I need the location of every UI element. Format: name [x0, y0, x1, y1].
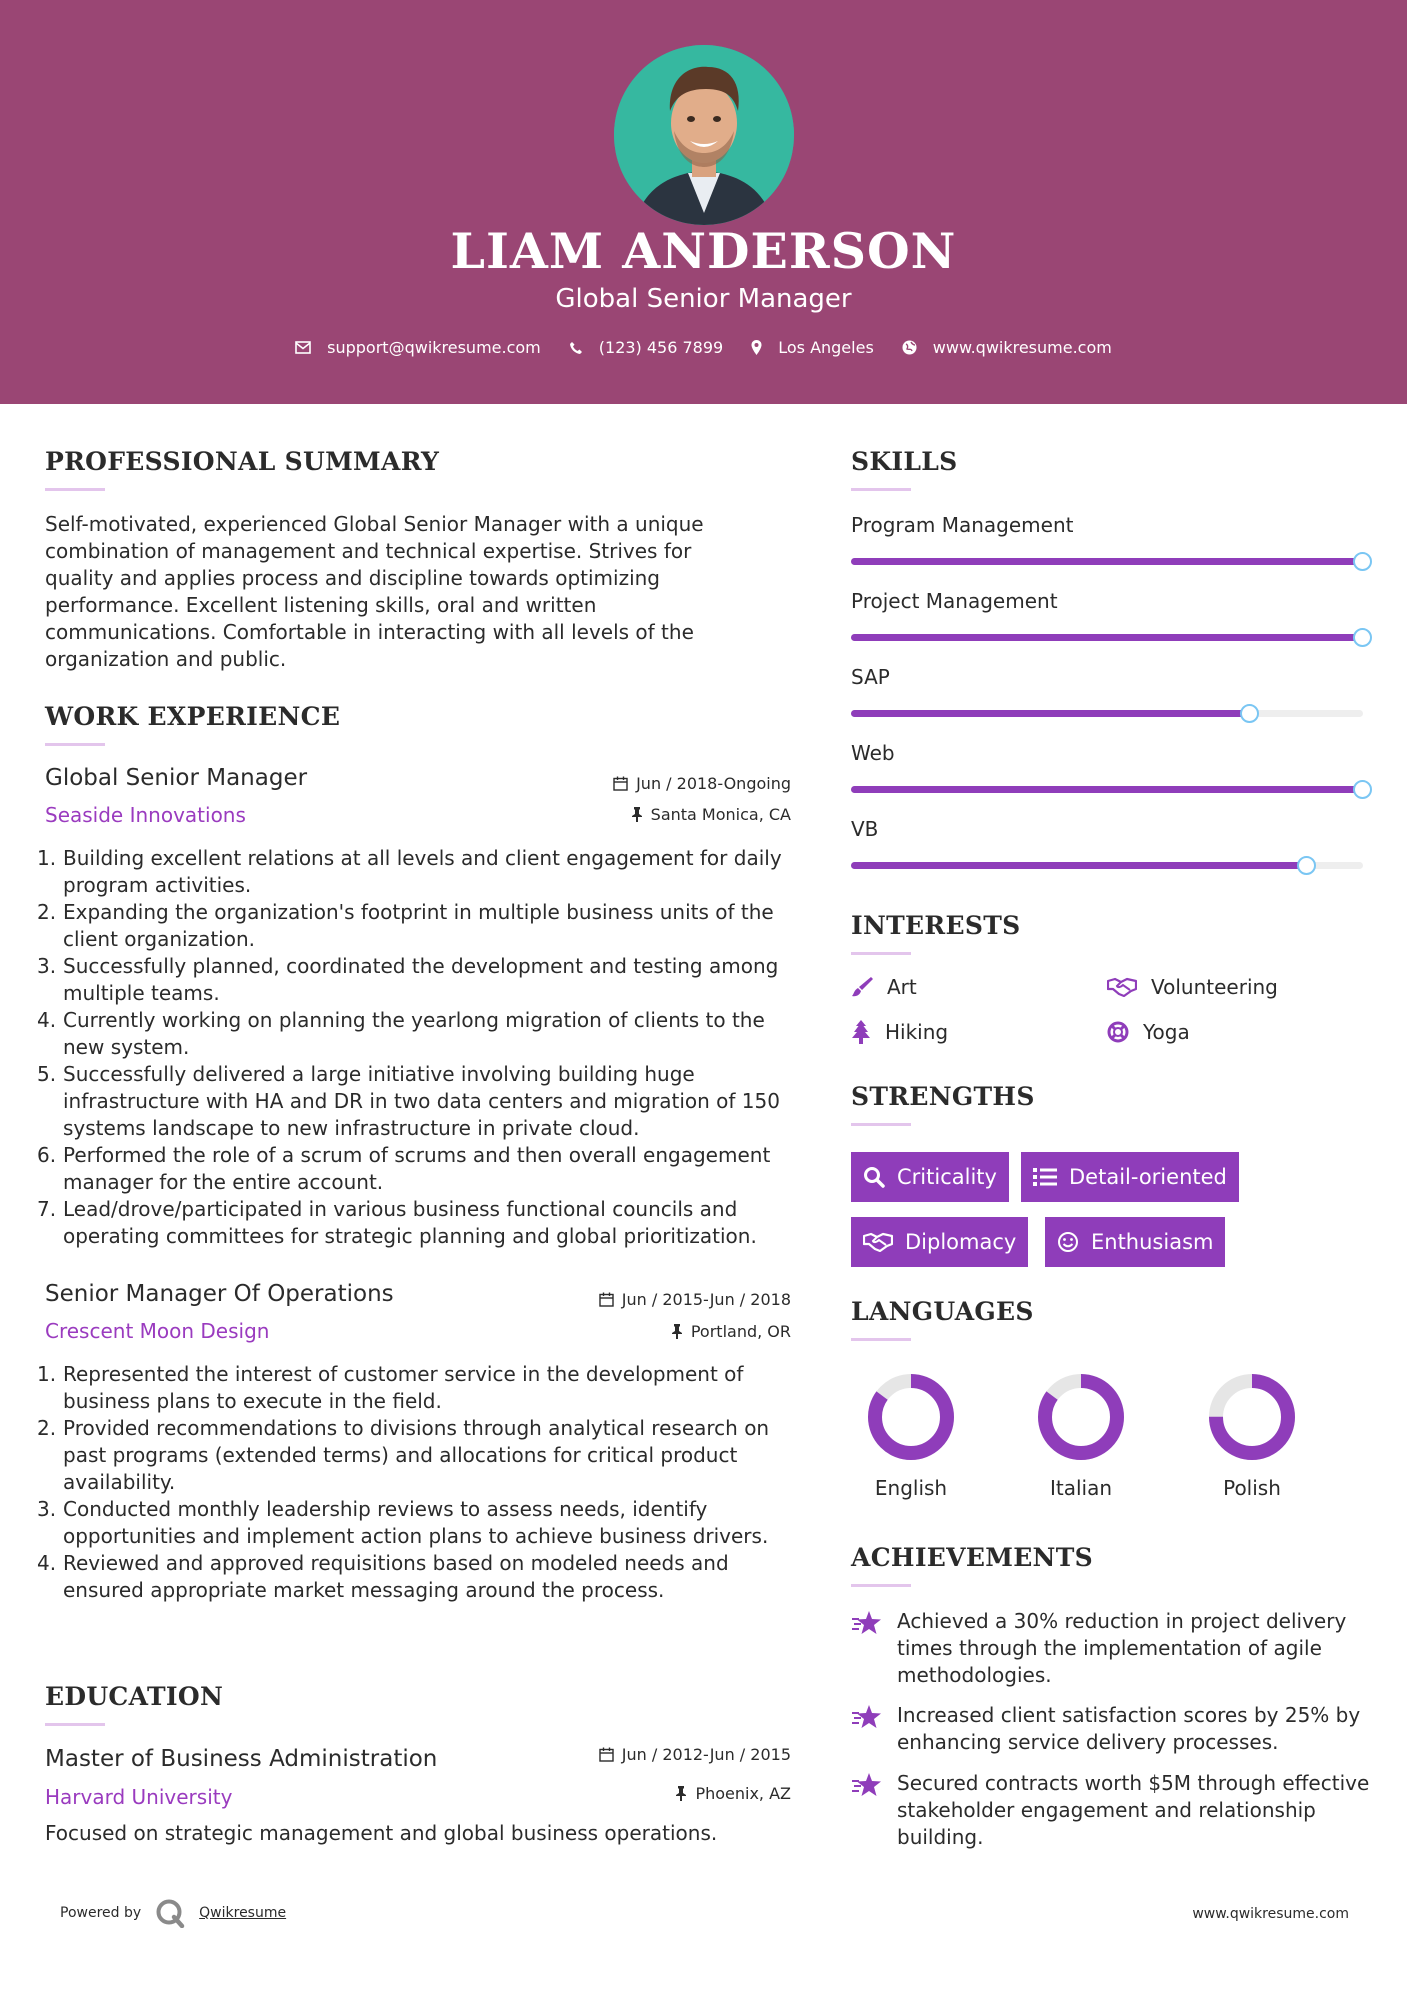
location-text: Los Angeles — [778, 338, 874, 357]
list-item-number: 3. — [37, 1497, 57, 1521]
job-location-text: Portland, OR — [690, 1322, 791, 1341]
contact-bar — [0, 338, 1407, 357]
pushpin-icon — [675, 1786, 687, 1801]
language-proficiency-ring — [1207, 1372, 1297, 1462]
achievements-heading: ACHIEVEMENTS — [851, 1543, 1093, 1572]
handshake-icon — [863, 1232, 893, 1252]
interests-divider — [851, 952, 911, 955]
list-item — [37, 899, 800, 953]
skill-bar-fill — [851, 786, 1363, 793]
skill-level-knob — [1353, 780, 1372, 799]
summary-divider — [45, 488, 105, 491]
skill-bar — [851, 786, 1363, 793]
contact-location — [751, 338, 874, 357]
list-item — [37, 1007, 800, 1061]
strength-badge-detail-oriented — [1021, 1152, 1239, 1202]
achievement-text: Increased client satisfaction scores by 25% by enhancing service delivery processes. — [897, 1703, 1361, 1754]
company-name: Seaside Innovations — [45, 803, 246, 827]
achievement-item — [851, 1608, 1371, 1689]
skill-label: Web — [851, 741, 895, 765]
candidate-name: LIAM ANDERSON — [450, 222, 957, 280]
brand-link[interactable]: Qwikresume — [199, 1905, 287, 1921]
candidate-title: Global Senior Manager — [555, 284, 852, 314]
strength-badge-enthusiasm — [1045, 1217, 1225, 1267]
contact-phone[interactable] — [569, 338, 723, 357]
skill-label: Project Management — [851, 589, 1058, 613]
list-item — [37, 845, 800, 899]
skills-heading: SKILLS — [851, 447, 958, 476]
achievements-divider — [851, 1584, 911, 1587]
skill-bar-fill — [851, 558, 1363, 565]
handshake-icon — [1107, 977, 1137, 997]
profile-photo — [614, 45, 794, 225]
interest-volunteering — [1107, 975, 1278, 999]
languages-heading: LANGUAGES — [851, 1297, 1034, 1326]
list-item — [37, 1142, 800, 1196]
interest-art — [851, 975, 917, 999]
skill-bar-fill — [851, 634, 1363, 641]
skill-label: VB — [851, 817, 879, 841]
tree-icon — [851, 1020, 871, 1044]
list-item-text: Reviewed and approved requisitions based on modeled needs and ensured appropriate market messaging around the process. — [63, 1551, 729, 1602]
strengths-divider — [851, 1123, 911, 1126]
skill-bar — [851, 710, 1363, 717]
list-item — [37, 953, 800, 1007]
job-responsibilities — [37, 845, 800, 1250]
skill-label: SAP — [851, 665, 890, 689]
job-dates — [531, 774, 791, 793]
list-item — [37, 1196, 800, 1250]
list-item-text: Performed the role of a scrum of scrums and then overall engagement manager for the entire account. — [63, 1143, 771, 1194]
contact-email[interactable] — [295, 338, 541, 357]
job-location — [531, 1322, 791, 1341]
phone-icon — [569, 341, 583, 355]
list-item-number: 4. — [37, 1551, 57, 1575]
list-item-number: 6. — [37, 1143, 57, 1167]
list-item — [37, 1496, 800, 1550]
strength-badge-diplomacy — [851, 1217, 1028, 1267]
skill-level-knob — [1297, 856, 1316, 875]
summary-heading: PROFESSIONAL SUMMARY — [45, 447, 440, 476]
skill-level-knob — [1353, 552, 1372, 571]
strength-label: Enthusiasm — [1091, 1230, 1214, 1254]
strength-label: Criticality — [897, 1165, 997, 1189]
skills-divider — [851, 488, 911, 491]
skill-label: Program Management — [851, 513, 1074, 537]
experience-divider — [45, 743, 105, 746]
job-location — [531, 805, 791, 824]
website-text: www.qwikresume.com — [932, 338, 1112, 357]
list-item-number: 2. — [37, 900, 57, 924]
resume-header — [0, 0, 1407, 404]
list-item-number: 7. — [37, 1197, 57, 1221]
map-marker-icon — [751, 340, 762, 355]
education-location — [531, 1784, 791, 1803]
language-proficiency-ring — [1036, 1372, 1126, 1462]
job-title: Senior Manager Of Operations — [45, 1281, 394, 1307]
degree-title: Master of Business Administration — [45, 1746, 438, 1772]
education-heading: EDUCATION — [45, 1682, 224, 1711]
list-item-number: 5. — [37, 1062, 57, 1086]
achievement-item — [851, 1702, 1371, 1756]
company-name: Crescent Moon Design — [45, 1319, 270, 1343]
list-item-number: 2. — [37, 1416, 57, 1440]
calendar-icon — [613, 776, 628, 791]
interest-label: Volunteering — [1151, 975, 1278, 999]
powered-by-text: Powered by — [60, 1905, 142, 1921]
list-item-text: Building excellent relations at all levels and client engagement for daily program activities. — [63, 846, 782, 897]
list-item-text: Lead/drove/participated in various business functional councils and operating committees for strategic planning and global prioritization. — [63, 1197, 757, 1248]
footer-powered-by — [60, 1898, 286, 1928]
education-dates-text: Jun / 2012-Jun / 2015 — [621, 1745, 791, 1764]
pushpin-icon — [631, 807, 643, 822]
language-item — [1192, 1372, 1312, 1500]
life-ring-icon — [1107, 1021, 1129, 1043]
skill-bar — [851, 558, 1363, 565]
star-icon — [851, 1704, 883, 1730]
summary-text: Self-motivated, experienced Global Senior Manager with a unique combination of management and technical expertise. Strives for quality and applies process and discipline towards optimizing performance. Excellent listening skills, oral and written communications. Comfortable in interacting with all levels of the organization and public. — [45, 512, 704, 671]
list-item — [37, 1415, 800, 1496]
star-icon — [851, 1772, 883, 1798]
interest-label: Hiking — [885, 1020, 949, 1044]
calendar-icon — [599, 1292, 614, 1307]
list-item-number: 4. — [37, 1008, 57, 1032]
language-item — [851, 1372, 971, 1500]
strength-label: Detail-oriented — [1069, 1165, 1227, 1189]
language-label: Polish — [1223, 1476, 1281, 1500]
list-item-text: Expanding the organization's footprint in multiple business units of the client organization. — [63, 900, 774, 951]
qwikresume-logo-icon — [155, 1898, 185, 1928]
list-item-text: Successfully planned, coordinated the development and testing among multiple teams. — [63, 954, 779, 1005]
list-item-text: Currently working on planning the yearlong migration of clients to the new system. — [63, 1008, 765, 1059]
job-responsibilities — [37, 1361, 800, 1604]
job-dates-text: Jun / 2018-Ongoing — [636, 774, 791, 793]
languages-divider — [851, 1338, 911, 1341]
skill-bar — [851, 634, 1363, 641]
footer-url[interactable]: www.qwikresume.com — [1192, 1906, 1349, 1922]
job-location-text: Santa Monica, CA — [650, 805, 791, 824]
achievement-text: Achieved a 30% reduction in project delivery times through the implementation of agile methodologies. — [897, 1609, 1347, 1687]
skill-level-knob — [1353, 628, 1372, 647]
experience-heading: WORK EXPERIENCE — [45, 702, 341, 731]
strengths-heading: STRENGTHS — [851, 1082, 1035, 1111]
search-icon — [863, 1166, 885, 1188]
interest-label: Art — [887, 975, 917, 999]
interest-hiking — [851, 1020, 948, 1044]
job-dates — [531, 1290, 791, 1309]
list-item-number: 1. — [37, 846, 57, 870]
education-dates — [531, 1745, 791, 1764]
pushpin-icon — [671, 1324, 683, 1339]
language-label: Italian — [1049, 1476, 1113, 1500]
calendar-icon — [599, 1747, 614, 1762]
interests-heading: INTERESTS — [851, 911, 1021, 940]
skill-bar — [851, 862, 1363, 869]
list-item — [37, 1061, 800, 1142]
language-label: English — [874, 1476, 948, 1500]
education-description: Focused on strategic management and global business operations. — [45, 1821, 718, 1845]
contact-website[interactable] — [902, 338, 1112, 357]
smile-icon — [1057, 1231, 1079, 1253]
envelope-icon — [295, 341, 311, 354]
school-name: Harvard University — [45, 1785, 233, 1809]
job-dates-text: Jun / 2015-Jun / 2018 — [621, 1290, 791, 1309]
language-proficiency-ring — [866, 1372, 956, 1462]
achievement-item — [851, 1770, 1371, 1851]
list-item — [37, 1361, 800, 1415]
star-icon — [851, 1610, 883, 1636]
list-item-text: Represented the interest of customer service in the development of business plans to execute in the field. — [63, 1362, 744, 1413]
interest-label: Yoga — [1143, 1020, 1190, 1044]
paint-brush-icon — [851, 976, 873, 998]
email-text: support@qwikresume.com — [327, 338, 541, 357]
skill-bar-fill — [851, 710, 1250, 717]
list-item-number: 1. — [37, 1362, 57, 1386]
skill-level-knob — [1240, 704, 1259, 723]
achievement-text: Secured contracts worth $5M through effective stakeholder engagement and relationship building. — [897, 1771, 1370, 1849]
interest-yoga — [1107, 1020, 1190, 1044]
list-item-text: Provided recommendations to divisions through analytical research on past programs (extended terms) and allocations for critical product availability. — [63, 1416, 770, 1494]
strength-badge-criticality — [851, 1152, 1009, 1202]
job-title: Global Senior Manager — [45, 765, 308, 791]
education-divider — [45, 1723, 105, 1726]
strength-label: Diplomacy — [905, 1230, 1017, 1254]
list-item-number: 3. — [37, 954, 57, 978]
list-icon — [1033, 1167, 1057, 1187]
language-item — [1021, 1372, 1141, 1500]
list-item-text: Conducted monthly leadership reviews to assess needs, identify opportunities and implement action plans to achieve business drivers. — [63, 1497, 769, 1548]
globe-icon — [902, 340, 917, 355]
list-item — [37, 1550, 800, 1604]
list-item-text: Successfully delivered a large initiative involving building huge infrastructure with HA and DR in two data centers and migration of 150 systems landscape to new infrastructure in private cloud. — [63, 1062, 780, 1140]
education-location-text: Phoenix, AZ — [695, 1784, 791, 1803]
phone-text: (123) 456 7899 — [598, 338, 724, 357]
skill-bar-fill — [851, 862, 1307, 869]
